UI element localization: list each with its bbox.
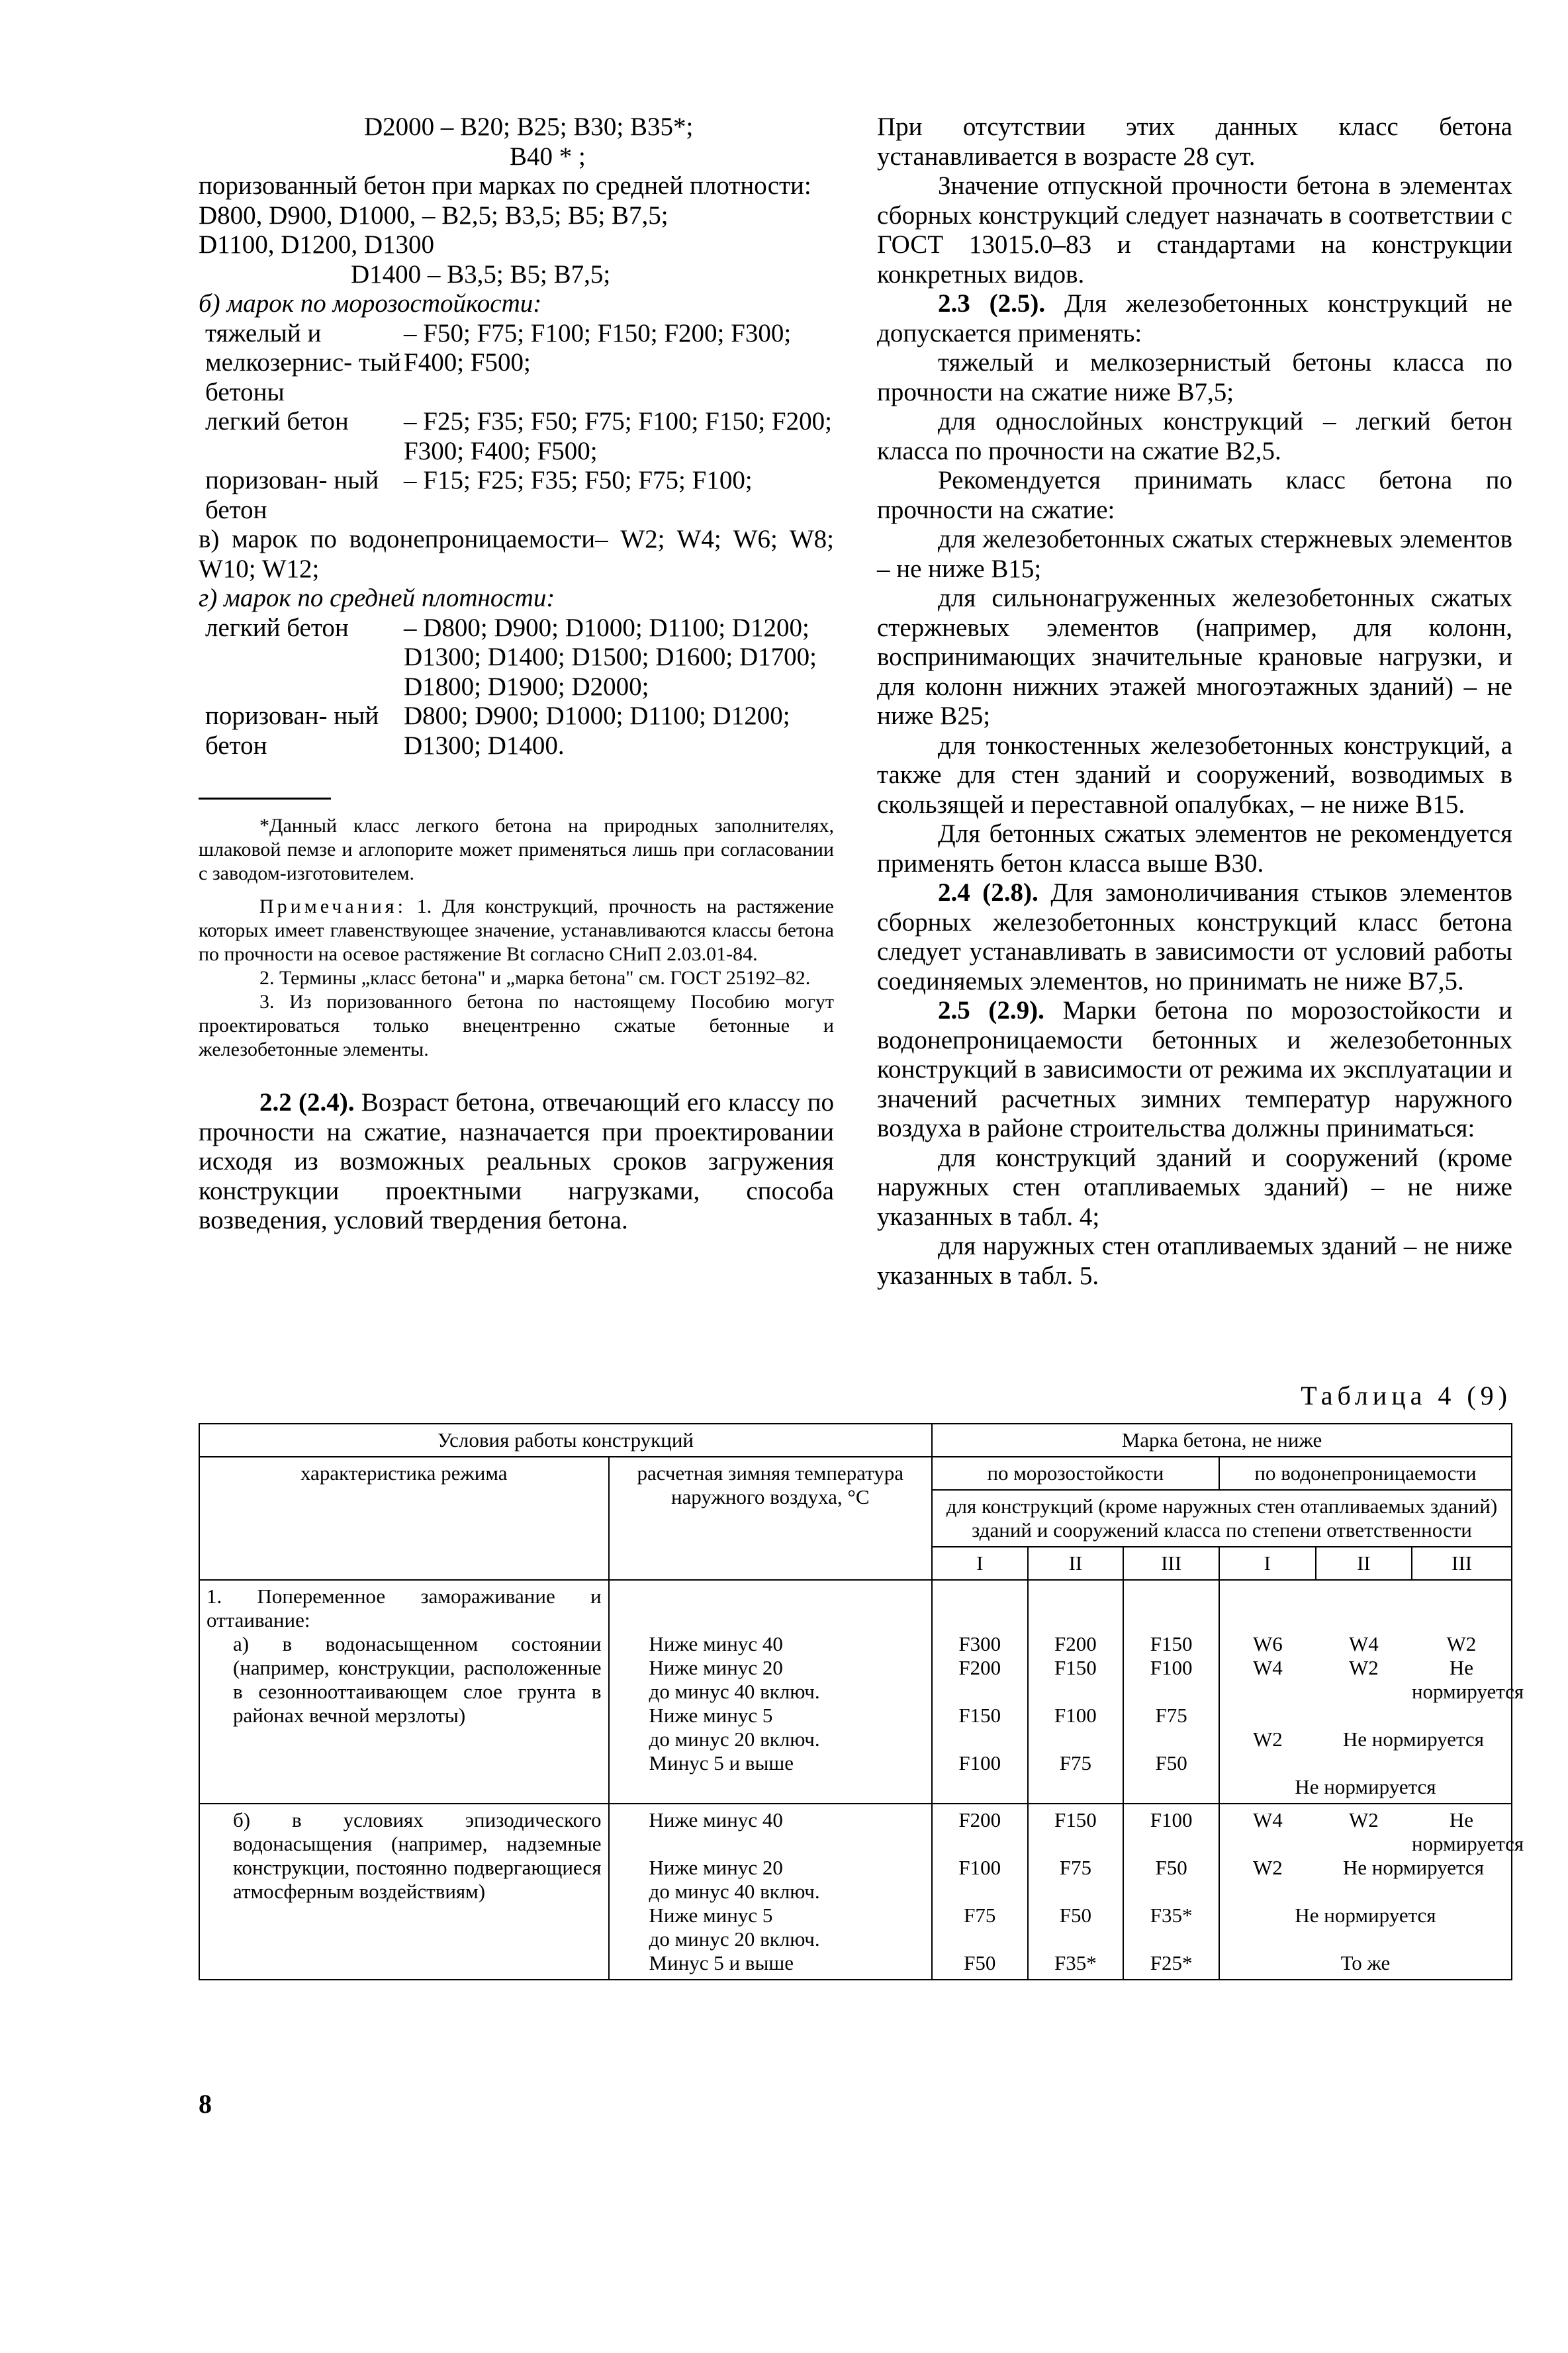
density-light-name: легкий бетон	[205, 613, 349, 642]
row-1b-frost-1	[932, 1804, 1028, 1980]
cell: Не нормируется	[1411, 1656, 1524, 1703]
cell: F150	[1054, 1808, 1097, 1831]
cell: F100	[1150, 1808, 1193, 1831]
page-number: 8	[199, 2089, 212, 2119]
para-recommend-c: для тонкостенных железобетонных конструкций, а также для стен зданий и сооружений, возводимых в скользящей и переставной опалубках, – не ниже B15.	[877, 731, 1512, 819]
header-for-constructions: для конструкций (кроме наружных стен отапливаемых зданий) зданий и сооружений класса по степени ответственности	[932, 1490, 1512, 1547]
para-release-strength: Значение отпускной прочности бетона в элементах сборных конструкций следует назначать в соответствии с ГОСТ 13015.0–83 и стандартами на конструкции конкретных видов.	[877, 171, 1512, 289]
table-header-row-1	[199, 1424, 1512, 1457]
cell: F50	[1059, 1904, 1092, 1927]
cell: F200	[958, 1808, 1001, 1831]
header-class-3: III	[1412, 1547, 1512, 1580]
note-2: 2. Термины „класс бетона" и „марка бетона" см. ГОСТ 25192–82.	[259, 967, 811, 989]
temp-1: Ниже минус 40	[649, 1632, 783, 1655]
temp-3b: до минус 20 включ.	[649, 1927, 820, 1951]
density-light-row	[199, 614, 834, 702]
para-2-4-text: Для замоноличивания стыков элементов сборных железобетонных конструкций класс бетона следует устанавливать в зависимости от условий работы соединяемых элементов, но принимать не ниже B7,5.	[877, 878, 1513, 995]
cell: Не нормируется	[1342, 1856, 1484, 1879]
cell: F200	[958, 1656, 1001, 1679]
table-header-row-2	[199, 1457, 1512, 1490]
header-class-1: I	[1219, 1547, 1316, 1580]
para-2-2-text: Возраст бетона, отвечающий его классу по прочности на сжатие, назначается при проектировании исходя из возможных реальных сроков загружения конструкции проектными нагрузками, способа возведения, условий твердения бетона.	[199, 1088, 834, 1234]
para-2-5-item-a: для конструкций зданий и сооружений (кроме наружных стен отапливаемых зданий) – не ниже указанных в табл. 4;	[877, 1143, 1512, 1231]
frost-porous-name: поризован- ный бетон	[205, 466, 379, 524]
para-2-5-number: 2.5 (2.9).	[938, 996, 1044, 1025]
row-1-title: 1. Попеременное замораживание и оттаивание:	[207, 1585, 602, 1632]
cell: W4	[1253, 1808, 1283, 1831]
water-row	[1220, 1728, 1511, 1751]
cell: То же	[1340, 1951, 1391, 1974]
row-1a-text: а) в водонасыщенном состоянии (например, конструкции, расположенные в сезоннооттаивающем слое грунта в районах вечной мерзлоты)	[233, 1632, 602, 1727]
para-recommend: Рекомендуется принимать класс бетона по прочности на сжатие:	[877, 466, 1512, 524]
frost-light-name: легкий бетон	[205, 407, 349, 436]
d2000-line: D2000 – B20; B25; B30; B35*;	[364, 113, 694, 141]
frost-porous-values: – F15; F25; F35; F50; F75; F100;	[404, 466, 753, 494]
cell: Не нормируется	[1342, 1728, 1484, 1751]
para-2-5-text: Марки бетона по морозостойкости и водонепроницаемости бетонных и железобетонных конструкций в зависимости от режима их эксплуатации и значений расчетных зимних температур наружного воздуха в районе строительства должны приниматься:	[877, 996, 1512, 1142]
table-4	[199, 1423, 1524, 1980]
temp-2a: Ниже минус 20	[649, 1856, 783, 1879]
temp-4: Минус 5 и выше	[649, 1751, 794, 1775]
cell: F100	[1054, 1704, 1097, 1727]
temp-3a: Ниже минус 5	[649, 1904, 773, 1927]
density-label: г) марок по средней плотности:	[199, 584, 555, 612]
header-class-3: III	[1123, 1547, 1219, 1580]
cell: F75	[1059, 1856, 1092, 1879]
para-2-3	[877, 289, 1512, 348]
right-column	[877, 113, 1512, 1291]
cell: F75	[1155, 1704, 1187, 1727]
cell: F50	[1155, 1856, 1187, 1879]
note-1: 1. Для конструкций, прочность на растяжение которых имеет главенствующее значение, устанавливаются классы бетона по прочности на осевое растяжение Bt согласно СНиП 2.03.01-84.	[199, 896, 835, 965]
temp-3b: до минус 20 включ.	[649, 1728, 820, 1751]
table-caption: Таблица 4 (9)	[1301, 1381, 1512, 1410]
para-2-2	[199, 1088, 834, 1236]
row-1b-frost-3	[1123, 1804, 1219, 1980]
water-row	[1220, 1808, 1524, 1856]
porous-line-2: D1100, D1200, D1300	[199, 230, 435, 259]
header-conditions: Условия работы конструкций	[199, 1424, 932, 1457]
frost-heavy-name: тяжелый и мелкозернис- тый бетоны	[205, 318, 402, 406]
para-2-2-number: 2.2 (2.4).	[259, 1088, 355, 1117]
cell: F75	[964, 1904, 996, 1927]
cell: F35*	[1054, 1951, 1097, 1974]
para-recommend-d: Для бетонных сжатых элементов не рекомендуется применять бетон класса выше B30.	[877, 819, 1512, 878]
para-2-4-number: 2.4 (2.8).	[938, 878, 1038, 907]
table-row-1a	[199, 1580, 1512, 1804]
para-28-days: При отсутствии этих данных класс бетона устанавливается в возрасте 28 сут.	[877, 113, 1512, 171]
header-frost: по морозостойкости	[932, 1457, 1219, 1490]
header-mode: характеристика режима	[199, 1457, 609, 1580]
frost-label: б) марок по морозостойкости:	[199, 289, 542, 318]
header-class-2: II	[1028, 1547, 1124, 1580]
cell: W2	[1446, 1632, 1477, 1655]
para-2-3-text: Для железобетонных конструкций не допускается применять:	[877, 289, 1512, 347]
notes-title: Примечания:	[259, 896, 406, 917]
cell: W6	[1253, 1632, 1283, 1655]
row-1b-mode	[199, 1804, 609, 1980]
porous-line-1: D800, D900, D1000, – B2,5; B3,5; B5; B7,5;	[199, 201, 669, 230]
cell: W2	[1253, 1728, 1283, 1751]
cell: W4	[1253, 1656, 1283, 1679]
cell: Не нормируется	[1411, 1808, 1524, 1855]
frost-heavy-values: – F50; F75; F100; F150; F200; F300; F400; F500;	[404, 318, 792, 377]
para-2-3-item-b: для однослойных конструкций – легкий бетон класса по прочности на сжатие B2,5.	[877, 407, 1512, 465]
header-temperature: расчетная зимняя температура наружного воздуха, °С	[609, 1457, 932, 1580]
para-recommend-b: для сильнонагруженных железобетонных сжатых стержневых элементов (например, для колонн, воспринимающих значительные крановые нагрузки, и для колонн нижних этажей многоэтажных зданий) – не ниже B25;	[877, 584, 1512, 730]
header-class-2: II	[1316, 1547, 1412, 1580]
water-row	[1220, 1856, 1511, 1880]
cell: F100	[1150, 1656, 1193, 1679]
density-porous-row	[199, 702, 834, 761]
footnote: *Данный класс легкого бетона на природных заполнителях, шлаковой пемзе и аглопорите может применяться лишь при согласовании с заводом-изготовителем.	[199, 815, 834, 884]
header-class-1: I	[932, 1547, 1028, 1580]
cell: F150	[958, 1704, 1001, 1727]
cell: W2	[1349, 1808, 1379, 1831]
para-2-3-item-a: тяжелый и мелкозернистый бетоны класса по прочности на сжатие ниже B7,5;	[877, 348, 1512, 406]
footnote-rule	[199, 798, 331, 800]
table-row-1b	[199, 1804, 1512, 1980]
cell: F25*	[1150, 1951, 1193, 1974]
water-line: в) марок по водонепроницаемости– W2; W4; W6; W8; W10; W12;	[199, 525, 834, 583]
cell: F150	[1150, 1632, 1193, 1655]
density-light-values: – D800; D900; D1000; D1100; D1200; D1300; D1400; D1500; D1600; D1700; D1800; D1900; D2000;	[404, 613, 817, 701]
cell: F75	[1059, 1751, 1092, 1775]
row-1a-frost-3	[1123, 1580, 1219, 1804]
header-water: по водонепроницаемости	[1219, 1457, 1512, 1490]
b40-line: B40 * ;	[510, 142, 586, 171]
cell: F50	[964, 1951, 996, 1974]
temp-3a: Ниже минус 5	[649, 1704, 773, 1727]
cell: F50	[1155, 1751, 1187, 1775]
cell: Не нормируется	[1295, 1775, 1436, 1798]
row-1a-water	[1219, 1580, 1524, 1804]
row-1b-text: б) в условиях эпизодического водонасыщения (например, надземные конструкции, постоянно подвергающиеся атмосферным воздействиям)	[233, 1808, 602, 1903]
temp-2a: Ниже минус 20	[649, 1656, 783, 1679]
water-row	[1220, 1632, 1511, 1656]
frost-porous-row	[199, 466, 834, 525]
row-1a-frost-1	[932, 1580, 1028, 1804]
water-row	[1220, 1656, 1524, 1704]
left-column	[199, 113, 834, 1236]
cell: W4	[1349, 1632, 1379, 1655]
row-1b-temperatures	[609, 1804, 932, 1980]
cell: W2	[1349, 1656, 1379, 1679]
porous-line-3: D1400 – B3,5; B5; B7,5;	[351, 259, 611, 289]
row-1b-frost-2	[1028, 1804, 1124, 1980]
row-1b-water	[1219, 1804, 1524, 1980]
temp-2b: до минус 40 включ.	[649, 1880, 820, 1903]
frost-light-row	[199, 407, 834, 466]
row-1a-mode	[199, 1580, 609, 1804]
frost-light-values: – F25; F35; F50; F75; F100; F150; F200; F300; F400; F500;	[404, 407, 832, 465]
header-grade: Марка бетона, не ниже	[932, 1424, 1512, 1457]
temp-4: Минус 5 и выше	[649, 1951, 794, 1974]
para-2-5-item-b: для наружных стен отапливаемых зданий – не ниже указанных в табл. 5.	[877, 1232, 1512, 1290]
cell: F200	[1054, 1632, 1097, 1655]
cell: F150	[1054, 1656, 1097, 1679]
cell: F300	[958, 1632, 1001, 1655]
frost-heavy-row	[199, 319, 834, 408]
notes	[199, 895, 834, 966]
temp-2b: до минус 40 включ.	[649, 1680, 820, 1703]
cell: W2	[1253, 1856, 1283, 1879]
cell: Не нормируется	[1295, 1904, 1436, 1927]
density-porous-name: поризован- ный бетон	[205, 702, 379, 760]
temp-1: Ниже минус 40	[649, 1808, 783, 1831]
para-2-4	[877, 878, 1512, 996]
cell: F35*	[1150, 1904, 1193, 1927]
para-2-3-number: 2.3 (2.5).	[938, 289, 1046, 318]
para-recommend-a: для железобетонных сжатых стержневых элементов – не ниже B15;	[877, 525, 1512, 583]
porous-intro: поризованный бетон при марках по средней плотности:	[199, 171, 811, 200]
cell: F100	[958, 1751, 1001, 1775]
para-2-5	[877, 996, 1512, 1144]
cell: F100	[958, 1856, 1001, 1879]
row-1a-frost-2	[1028, 1580, 1124, 1804]
density-porous-values: D800; D900; D1000; D1100; D1200; D1300; D1400.	[404, 702, 790, 760]
note-3: 3. Из поризованного бетона по настоящему Пособию могут проектироваться только внецентренно сжатые бетонные и железобетонные элементы.	[199, 991, 834, 1060]
row-1a-temperatures	[609, 1580, 932, 1804]
